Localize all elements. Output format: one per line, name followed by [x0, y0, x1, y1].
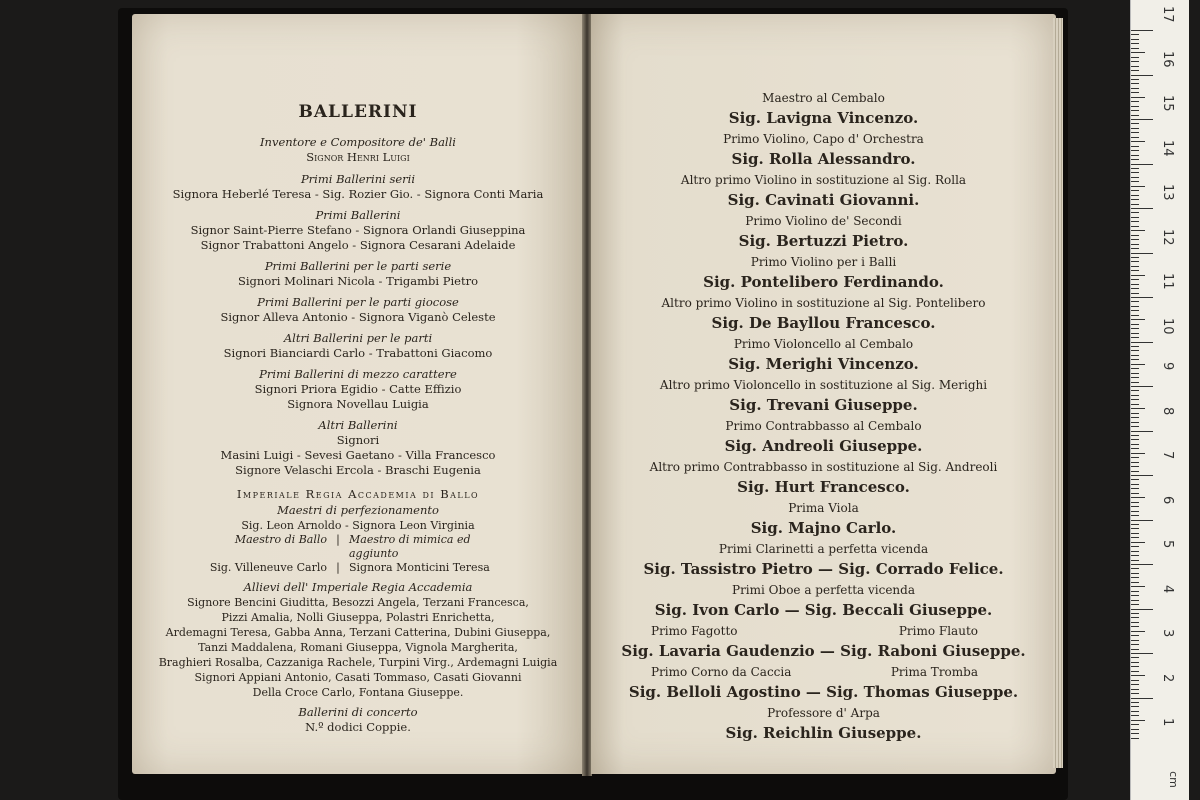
dancer-section	[132, 207, 584, 253]
ruler-tick	[1131, 506, 1139, 507]
entry-name: Sig. Pontelibero Ferdinando.	[703, 273, 944, 291]
ruler-tick	[1131, 689, 1139, 690]
ruler-number: 1	[1160, 718, 1175, 727]
pair-right-role: Primo Flauto	[898, 624, 978, 638]
ruler-tick	[1131, 671, 1139, 672]
ruler-tick	[1131, 422, 1139, 423]
ruler-tick	[1131, 533, 1139, 534]
maestro-mimica-label: Maestro di mimica ed aggiunto	[349, 533, 471, 560]
ruler-tick	[1131, 364, 1145, 365]
ruler-tick	[1131, 293, 1139, 294]
ruler-tick	[1131, 698, 1153, 699]
ruler-number: 11	[1160, 273, 1175, 290]
inventore-name: Signor Henri Luigi	[306, 150, 410, 164]
inventore-label: Inventore e Compositore de' Balli	[260, 135, 456, 149]
entry-name: Sig. Bertuzzi Pietro.	[738, 232, 909, 250]
ruler-tick	[1131, 39, 1139, 40]
ruler-tick	[1131, 462, 1139, 463]
allievi-line: Della Croce Carlo, Fontana Giuseppe.	[252, 686, 464, 699]
right-page-content	[591, 90, 1056, 746]
ruler-tick	[1131, 297, 1153, 298]
ruler-tick	[1131, 30, 1153, 31]
entry-role: Primo Violino per i Balli	[750, 255, 897, 269]
orchestra-entries	[591, 90, 1056, 621]
ruler-tick	[1131, 239, 1139, 240]
right-page	[591, 14, 1056, 774]
ruler-tick	[1131, 235, 1139, 236]
ruler-number: 2	[1160, 673, 1175, 682]
ruler-tick	[1131, 431, 1153, 432]
maestro-mimica-name: Signora Monticini Teresa	[349, 561, 490, 574]
ruler-tick	[1131, 279, 1139, 280]
ruler-tick	[1131, 110, 1139, 111]
ruler-tick	[1131, 177, 1139, 178]
ruler-tick	[1131, 475, 1153, 476]
dancer-section	[132, 366, 584, 412]
ruler-number: 14	[1160, 139, 1175, 157]
orchestra-pairs	[591, 623, 1056, 703]
entry-role: Primo Violoncello al Cembalo	[733, 337, 914, 351]
entry-role: Altro primo Violino in sostituzione al Sig. Rolla	[680, 173, 967, 187]
ruler-tick	[1131, 693, 1139, 694]
entry-name: Sig. Lavigna Vincenzo.	[728, 109, 919, 127]
ruler-number: 9	[1160, 362, 1175, 371]
pair-right-role: Prima Tromba	[890, 665, 978, 679]
entry-name: Sig. Trevani Giuseppe.	[729, 396, 918, 414]
section-line: Signori Molinari Nicola - Trigambi Pietro	[238, 274, 478, 288]
ruler-tick	[1131, 342, 1153, 343]
ruler-tick	[1131, 337, 1139, 338]
ruler-tick	[1131, 555, 1139, 556]
ruler-tick	[1131, 48, 1139, 49]
ruler-tick	[1131, 230, 1145, 231]
ruler-tick	[1131, 270, 1139, 271]
divider: |	[336, 561, 340, 574]
ruler-tick	[1131, 284, 1139, 285]
concerto-line: N.º dodici Coppie.	[305, 720, 411, 734]
ruler-tick	[1131, 471, 1139, 472]
ruler-tick	[1131, 408, 1145, 409]
ruler-tick	[1131, 350, 1139, 351]
ruler-tick	[1131, 368, 1139, 369]
ruler-number: 12	[1160, 228, 1175, 246]
ruler-number: 8	[1160, 406, 1175, 415]
ruler-tick	[1131, 715, 1139, 716]
ruler-tick	[1131, 275, 1145, 276]
section-line: Masini Luigi - Sevesi Gaetano - Villa Francesco	[220, 448, 496, 462]
ruler-number: 6	[1160, 495, 1175, 504]
maestro-labels	[132, 533, 584, 561]
ruler-tick	[1131, 702, 1139, 703]
ruler-tick	[1131, 729, 1139, 730]
entry-name: Sig. Hurt Francesco.	[737, 478, 910, 496]
ruler-number: 4	[1160, 584, 1175, 593]
ruler-tick	[1131, 413, 1139, 414]
ruler-tick	[1131, 92, 1139, 93]
ruler-tick	[1131, 520, 1153, 521]
entry-name: Sig. Cavinati Giovanni.	[727, 191, 920, 209]
section-heading: Primi Ballerini	[315, 208, 401, 222]
dancer-section	[132, 258, 584, 289]
ruler-tick	[1131, 79, 1139, 80]
ruler-tick	[1131, 448, 1139, 449]
section-heading: Altri Ballerini	[318, 418, 398, 432]
dancer-section	[132, 171, 584, 202]
ruler-tick	[1131, 626, 1139, 627]
pair-roles	[591, 623, 1056, 640]
ruler-tick	[1131, 373, 1139, 374]
ruler-tick	[1131, 66, 1139, 67]
section-line: Signor Alleva Antonio - Signora Viganò Celeste	[220, 310, 496, 324]
entry-name: Sig. Ivon Carlo — Sig. Beccali Giuseppe.	[654, 601, 993, 619]
entry-role: Maestro al Cembalo	[762, 91, 885, 105]
ruler-tick	[1131, 706, 1139, 707]
ruler-tick	[1131, 653, 1153, 654]
ruler-tick	[1131, 724, 1139, 725]
ruler-tick	[1131, 324, 1139, 325]
ruler-tick	[1131, 301, 1139, 302]
allievi-list	[132, 595, 584, 700]
ruler-tick	[1131, 680, 1139, 681]
ruler-tick	[1131, 146, 1139, 147]
ruler-tick	[1131, 649, 1139, 650]
entry-name: Sig. Tassistro Pietro — Sig. Corrado Felice.	[643, 560, 1004, 578]
ruler-tick	[1131, 212, 1139, 213]
ruler-unit: cm	[1166, 771, 1180, 788]
ruler-tick	[1131, 591, 1139, 592]
entry-name: Sig. Rolla Alessandro.	[731, 150, 916, 168]
divider: |	[336, 533, 340, 546]
section-line: Signora Novellau Luigia	[287, 397, 429, 411]
maestro-names	[132, 561, 584, 575]
ruler-tick	[1131, 382, 1139, 383]
pair-left-role: Primo Fagotto	[651, 624, 738, 638]
section-line: Signor Trabattoni Angelo - Signora Cesarani Adelaide	[200, 238, 516, 252]
section-heading: Altri Ballerini per le parti	[283, 331, 433, 345]
ruler-tick	[1131, 137, 1139, 138]
ruler-tick	[1131, 537, 1139, 538]
ruler-tick	[1131, 141, 1145, 142]
ruler-number: 5	[1160, 540, 1175, 549]
ruler-tick	[1131, 502, 1139, 503]
section-line: Signori Priora Egidio - Catte Effizio	[254, 382, 462, 396]
ruler-tick	[1131, 453, 1145, 454]
ruler-tick	[1131, 488, 1139, 489]
ruler-tick	[1131, 631, 1145, 632]
ruler-tick	[1131, 132, 1139, 133]
ruler-number: 10	[1160, 317, 1175, 335]
ruler-tick	[1131, 377, 1139, 378]
maestri-heading: Maestri di perfezionamento	[277, 503, 439, 517]
ruler-tick	[1131, 208, 1153, 209]
ruler-tick	[1131, 386, 1153, 387]
section-line: Signori Bianciardi Carlo - Trabattoni Giacomo	[223, 346, 493, 360]
ruler-tick	[1131, 181, 1139, 182]
ruler-tick	[1131, 582, 1139, 583]
ruler-tick	[1131, 720, 1145, 721]
ruler-tick	[1131, 560, 1139, 561]
ruler-tick	[1131, 101, 1139, 102]
ruler-tick	[1131, 346, 1139, 347]
ruler-tick	[1131, 333, 1139, 334]
section-heading: Primi Ballerini per le parti giocose	[257, 295, 459, 309]
ruler-tick	[1131, 586, 1145, 587]
ruler-tick	[1131, 199, 1139, 200]
ruler-tick	[1131, 604, 1139, 605]
section-line: Signor Saint-Pierre Stefano - Signora Orlandi Giuseppina	[190, 223, 526, 237]
ruler-tick	[1131, 43, 1139, 44]
ruler-tick	[1131, 159, 1139, 160]
entry-role: Primo Violino, Capo d' Orchestra	[723, 132, 924, 146]
maestro-ballo-name: Sig. Villeneuve Carlo	[209, 561, 327, 574]
ruler-tick	[1131, 711, 1139, 712]
section-line: Signore Velaschi Ercola - Braschi Eugenia	[235, 463, 481, 477]
entry-role: Primo Contrabbasso al Cembalo	[725, 419, 922, 433]
page-title: BALLERINI	[298, 102, 418, 122]
section-heading: Primi Ballerini per le parti serie	[264, 259, 452, 273]
concerto-heading: Ballerini di concerto	[298, 705, 418, 719]
ruler-tick	[1131, 115, 1139, 116]
page-edges	[1053, 18, 1063, 768]
ruler-tick	[1131, 97, 1145, 98]
ruler-tick	[1131, 675, 1145, 676]
dancer-section	[132, 294, 584, 325]
ruler-tick	[1131, 657, 1139, 658]
ruler-tick	[1131, 306, 1139, 307]
ruler-tick	[1131, 439, 1139, 440]
ruler-tick	[1131, 52, 1145, 53]
entry-role: Altro primo Violino in sostituzione al Sig. Pontelibero	[661, 296, 986, 310]
ruler-tick	[1131, 435, 1139, 436]
ruler-tick	[1131, 662, 1139, 663]
ruler-tick	[1131, 484, 1139, 485]
ruler-tick	[1131, 417, 1139, 418]
allievi-line: Signore Bencini Giuditta, Besozzi Angela, Terzani Francesca,	[187, 596, 529, 609]
ruler-tick	[1131, 466, 1139, 467]
ruler-tick	[1131, 315, 1139, 316]
ruler-tick	[1131, 524, 1139, 525]
entry-role: Professore d' Arpa	[767, 706, 880, 720]
ruler-tick	[1131, 404, 1139, 405]
ruler-tick	[1131, 359, 1139, 360]
ruler-tick	[1131, 622, 1139, 623]
ruler-tick	[1131, 399, 1139, 400]
ruler-tick	[1131, 390, 1139, 391]
ruler-tick	[1131, 217, 1139, 218]
ruler-tick	[1131, 457, 1139, 458]
ruler-tick	[1131, 426, 1139, 427]
ruler-tick	[1131, 61, 1139, 62]
ruler-tick	[1131, 88, 1139, 89]
ruler-tick	[1131, 600, 1139, 601]
ruler-tick	[1131, 57, 1139, 58]
entry-role: Primo Violino de' Secondi	[745, 214, 902, 228]
entry-role: Primi Clarinetti a perfetta vicenda	[718, 542, 929, 556]
ruler-tick	[1131, 577, 1139, 578]
ruler-tick	[1131, 319, 1145, 320]
ruler-tick	[1131, 123, 1139, 124]
left-page	[132, 14, 584, 774]
accademia-heading: Imperiale Regia Accademia di Ballo	[236, 487, 480, 501]
ruler-tick	[1131, 497, 1145, 498]
ruler-tick	[1131, 190, 1139, 191]
ruler-tick	[1131, 617, 1139, 618]
ruler-tick	[1131, 266, 1139, 267]
ruler-tick	[1131, 515, 1139, 516]
ruler-tick	[1131, 226, 1139, 227]
ruler-tick	[1131, 288, 1139, 289]
ruler-tick	[1131, 568, 1139, 569]
ruler-tick	[1131, 355, 1139, 356]
ruler-tick	[1131, 257, 1139, 258]
allievi-line: Pizzi Amalia, Nolli Giuseppa, Polastri Enrichetta,	[221, 611, 495, 624]
ruler-tick	[1131, 253, 1153, 254]
ruler-tick	[1131, 640, 1139, 641]
entry-name: Sig. Reichlin Giuseppe.	[725, 724, 922, 742]
ruler-tick	[1131, 83, 1139, 84]
ruler-number: 17	[1160, 6, 1175, 23]
ruler-tick	[1131, 261, 1139, 262]
ruler-tick	[1131, 221, 1139, 222]
pair-roles	[591, 664, 1056, 681]
ruler-tick	[1131, 70, 1139, 71]
dancer-section	[132, 417, 584, 478]
allievi-line: Signori Appiani Antonio, Casati Tommaso, Casati Giovanni	[194, 671, 522, 684]
ruler-tick	[1131, 34, 1139, 35]
entry-role: Altro primo Violoncello in sostituzione al Sig. Merighi	[659, 378, 988, 392]
pair-names: Sig. Belloli Agostino — Sig. Thomas Giuseppe.	[628, 683, 1019, 701]
entry-name: Sig. Andreoli Giuseppe.	[724, 437, 923, 455]
section-line: Signori	[336, 433, 380, 447]
ruler-tick	[1131, 119, 1153, 120]
ruler-tick	[1131, 613, 1139, 614]
allievi-line: Braghieri Rosalba, Cazzaniga Rachele, Turpini Virg., Ardemagni Luigia	[158, 656, 558, 669]
dancer-section	[132, 330, 584, 361]
ruler-tick	[1131, 155, 1139, 156]
ruler-tick	[1131, 310, 1139, 311]
ruler-tick	[1131, 248, 1139, 249]
ruler-tick	[1131, 564, 1153, 565]
ruler-tick	[1131, 595, 1139, 596]
ruler-tick	[1131, 168, 1139, 169]
ruler-number: 15	[1160, 95, 1175, 112]
section-heading: Primi Ballerini serii	[300, 172, 416, 186]
ruler-tick	[1131, 493, 1139, 494]
ruler-tick	[1131, 528, 1139, 529]
ruler-number: 16	[1160, 50, 1175, 68]
ruler-tick	[1131, 609, 1153, 610]
ruler-tick	[1131, 684, 1139, 685]
maestro-ballo-label: Maestro di Ballo	[234, 533, 327, 546]
ruler-tick	[1131, 542, 1145, 543]
left-page-content	[132, 102, 584, 735]
ruler-tick	[1131, 511, 1139, 512]
entry-role: Prima Viola	[788, 501, 859, 515]
dancer-sections	[132, 171, 584, 478]
maestri-line: Sig. Leon Arnoldo - Signora Leon Virginia	[241, 519, 475, 532]
ruler-tick	[1131, 186, 1145, 187]
ruler-tick	[1131, 328, 1139, 329]
ruler-number: 7	[1160, 451, 1175, 460]
ruler-tick	[1131, 479, 1139, 480]
entry-name: Sig. De Bayllou Francesco.	[711, 314, 936, 332]
ruler-tick	[1131, 573, 1139, 574]
ruler-tick	[1131, 395, 1139, 396]
ruler-tick	[1131, 164, 1153, 165]
pair-names: Sig. Lavaria Gaudenzio — Sig. Raboni Giuseppe.	[621, 642, 1026, 660]
ruler-number: 13	[1160, 184, 1175, 201]
ruler-tick	[1131, 738, 1139, 739]
ruler-tick	[1131, 733, 1139, 734]
ruler-tick	[1131, 546, 1139, 547]
ruler-tick	[1131, 666, 1139, 667]
ruler-tick	[1131, 444, 1139, 445]
ruler-tick	[1131, 204, 1139, 205]
entry-name: Sig. Majno Carlo.	[750, 519, 897, 537]
ruler-tick	[1131, 244, 1139, 245]
allievi-line: Tanzi Maddalena, Romani Giuseppa, Vignola Margherita,	[198, 641, 518, 654]
ruler-tick	[1131, 172, 1139, 173]
ruler-number: 3	[1160, 629, 1175, 638]
entry-name: Sig. Merighi Vincenzo.	[728, 355, 919, 373]
ruler-tick	[1131, 644, 1139, 645]
ruler-tick	[1131, 195, 1139, 196]
measuring-ruler	[1130, 0, 1189, 800]
entry-role: Altro primo Contrabbasso in sostituzione al Sig. Andreoli	[649, 460, 998, 474]
section-heading: Primi Ballerini di mezzo carattere	[259, 367, 457, 381]
allievi-heading: Allievi dell' Imperiale Regia Accademia	[243, 580, 473, 594]
ruler-tick	[1131, 551, 1139, 552]
ruler-tick	[1131, 150, 1139, 151]
pair-left-role: Primo Corno da Caccia	[651, 665, 792, 679]
ruler-tick	[1131, 106, 1139, 107]
section-line: Signora Heberlé Teresa - Sig. Rozier Gio. - Signora Conti Maria	[172, 187, 544, 201]
entry-role: Primi Oboe a perfetta vicenda	[732, 583, 915, 597]
ruler-tick	[1131, 75, 1153, 76]
allievi-line: Ardemagni Teresa, Gabba Anna, Terzani Catterina, Dubini Giuseppa,	[165, 626, 551, 639]
ruler-tick	[1131, 128, 1139, 129]
ruler-tick	[1131, 635, 1139, 636]
